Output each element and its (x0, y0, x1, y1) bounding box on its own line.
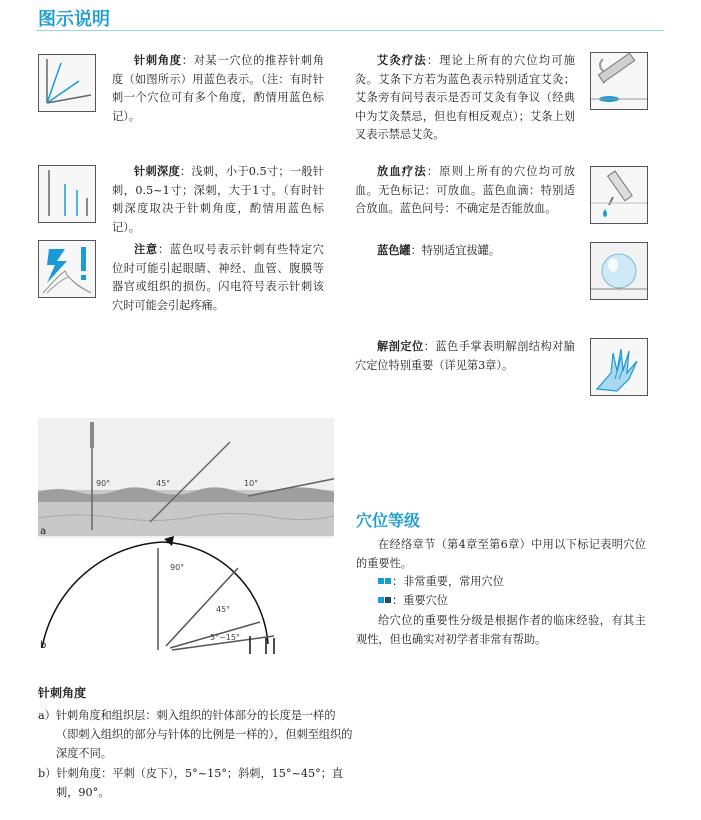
grading-title: 穴位等级 (356, 511, 421, 530)
angle-label-5-15-b: 5°~15° (210, 633, 240, 642)
legend-label: 艾灸疗法 (377, 54, 427, 67)
legend-caution (112, 241, 324, 315)
needle-depth-icon (38, 165, 96, 223)
legend-text: ：特别适宜拔罐。 (410, 244, 501, 257)
panel-label-a: a (40, 526, 47, 537)
legend-text: ：理论上所有的穴位均可施灸。艾条下方若为蓝色表示特别适宜艾灸；艾条旁有问号表示是否可艾灸有争议（经典中为艾灸禁忌，但也有相反观点）；艾条上划叉表示禁忌艾灸。 (355, 54, 575, 141)
angle-label-45-b: 45° (216, 605, 231, 614)
title-underline (36, 30, 664, 31)
panel-label-b: b (40, 640, 47, 651)
legend-text: ：原则上所有的穴位均可放血。无色标记：可放血。蓝色血滴：特别适合放血。蓝色问号：不确定是否能放血。 (355, 165, 575, 215)
legend-cupping (355, 242, 575, 261)
importance-square-icon (385, 578, 391, 584)
importance-square-icon (385, 597, 391, 603)
grading-very-important (378, 573, 638, 592)
angle-label-10-a: 10° (244, 479, 259, 488)
legend-label: 解剖定位 (377, 340, 424, 353)
bloodletting-icon (590, 166, 648, 224)
caution-lightning-icon (38, 240, 96, 298)
legend-needle-angle (112, 52, 324, 126)
legend-anatomy (355, 338, 575, 375)
needle-angle-figure (38, 418, 334, 658)
page-title: 图示说明 (38, 9, 110, 30)
caption-item-b: b）针刺角度：平刺（皮下），5°~15°；斜刺，15°~45°；直刺，90°。 (38, 767, 344, 799)
legend-text: ：浅刺，小于0.5寸；一般针刺，0.5~1寸；深刺，大于1寸。（有时针刺深度取决于针刺角度，酌情用蓝色标记）。 (112, 165, 324, 234)
grading-note: 给穴位的重要性分级是根据作者的临床经验，有其主观性，但也确实对初学者非常有帮助。 (356, 614, 646, 646)
anatomy-hand-icon (590, 338, 648, 396)
caption-item-a: a）针刺角度和组织层：刺入组织的针体部分的长度是一样的（即刺入组织的部分与针体的比例是一样的），但刺至组织的深度不同。 (38, 709, 353, 760)
needle-angle-icon (38, 54, 96, 112)
grading-very-important-text: ：非常重要，常用穴位 (392, 575, 504, 588)
legend-label: 放血疗法 (377, 165, 427, 178)
grading-important-text: ：重要穴位 (392, 594, 448, 607)
legend-label: 蓝色罐 (377, 244, 411, 257)
angle-label-90-a: 90° (96, 479, 111, 488)
legend-bloodletting (355, 163, 575, 219)
legend-label: 注意 (134, 243, 158, 256)
importance-square-icon (378, 578, 384, 584)
legend-text: ：蓝色叹号表示针刺有些特定穴位时可能引起眼睛、神经、血管、腹膜等器官或组织的损伤。闪电符号表示针刺该穴时可能会引起疼痛。 (112, 243, 324, 312)
legend-label: 针刺角度 (134, 54, 182, 67)
cupping-icon (590, 242, 648, 300)
grading-intro: 在经络章节（第4章至第6章）中用以下标记表明穴位的重要性。 (356, 538, 646, 570)
legend-text: ：蓝色手掌表明解剖结构对腧穴定位特别重要（详见第3章）。 (355, 340, 575, 372)
angle-label-45-a: 45° (156, 479, 171, 488)
caption-title: 针刺角度 (38, 686, 87, 700)
grading-important (378, 592, 638, 611)
legend-label: 针刺深度 (134, 165, 180, 178)
importance-square-icon (378, 597, 384, 603)
legend-needle-depth (112, 163, 324, 237)
legend-text: ：对某一穴位的推荐针刺角度（如图所示）用蓝色表示。（注：有时针刺一个穴位可有多个角度，酌情用蓝色标记）。 (112, 54, 324, 123)
angle-label-90-b: 90° (170, 563, 185, 572)
moxa-stick-icon (590, 52, 648, 110)
legend-moxibustion (355, 52, 575, 145)
